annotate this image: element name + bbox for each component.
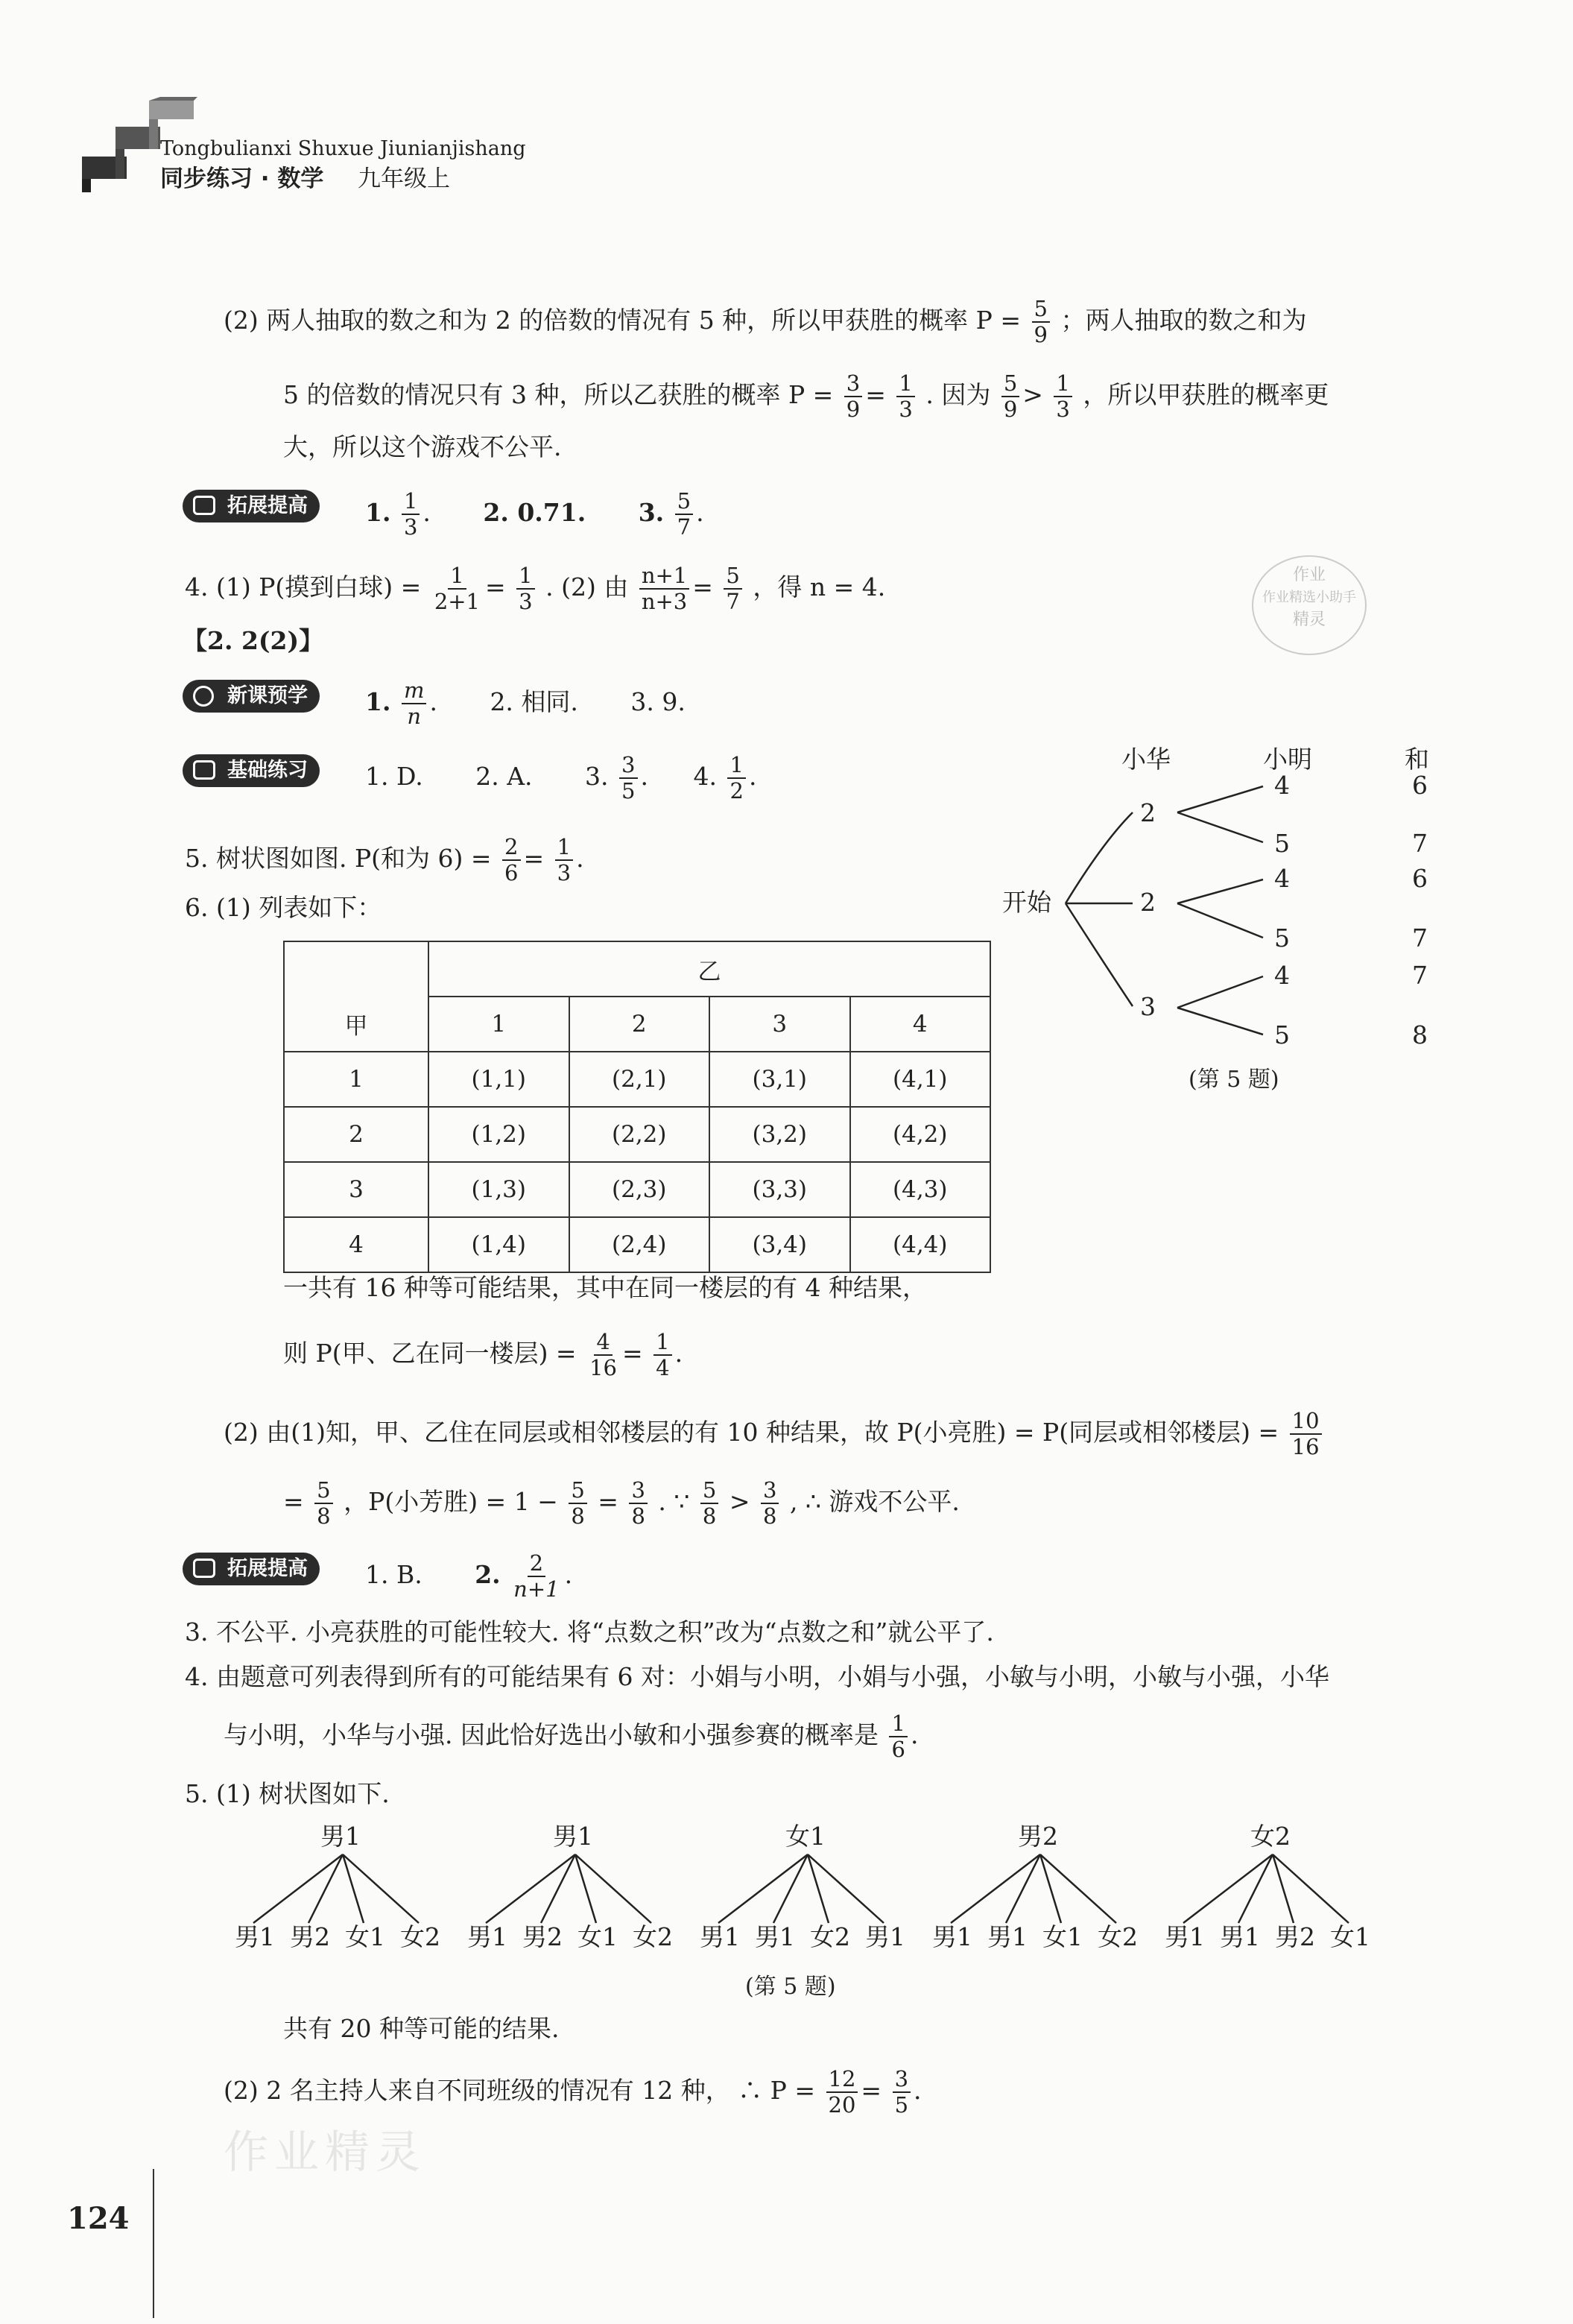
table-corner: 甲 — [284, 997, 428, 1052]
table-col-header: 3 — [709, 997, 850, 1052]
page-divider — [153, 2169, 154, 2318]
q6-line: 6. (1) 列表如下： — [185, 893, 382, 922]
tree-root: 女1 — [785, 1822, 826, 1851]
section-label: 【2. 2(2)】 — [183, 626, 324, 655]
tree-sum: 7 — [1412, 829, 1428, 858]
tree-leaf: 女1 — [577, 1922, 618, 1951]
tree-leaf: 女2 — [810, 1922, 850, 1951]
tree-branch — [1183, 1854, 1273, 1923]
preview-answers: 1. $\frac{m}{n}$ . 2. 相同. 3. 9. — [365, 678, 686, 729]
tree-node: 5 — [1274, 829, 1290, 858]
tree-root: 男1 — [553, 1822, 593, 1851]
result-table — [283, 941, 991, 1273]
tree-branch — [1238, 1854, 1273, 1923]
q5-line: 5. 树状图如图. P(和为 6) = $\frac{2}{6}$ = $\frac{1}{3}$ . — [185, 834, 584, 885]
book-icon — [193, 1559, 215, 1578]
watermark-stamp: 作业 作业精选小助手 精灵 — [1252, 555, 1367, 655]
tree-branch — [486, 1854, 575, 1923]
q6b-line2: 则 P(甲、乙在同一楼层) = $\frac{4}{16}$ = $\frac{1}{4}$ . — [283, 1329, 683, 1380]
tree-header: 小明 — [1263, 745, 1312, 774]
tree-branch — [541, 1854, 575, 1923]
tree-root: 男2 — [1018, 1822, 1058, 1851]
basic-answers: 1. D. 2. A. 3. $\frac{3}{5}$ . 4. $\frac{1}{2}$ . — [365, 752, 757, 803]
section1-answers: 1. $\frac{1}{3}$ . 2. 0.71. 3. $\frac{5}{7}$ . — [365, 488, 704, 540]
tree-branch — [718, 1854, 808, 1923]
fraction: $\frac{5}{9}$ — [1032, 298, 1050, 346]
tree-node: 2 — [1140, 798, 1156, 827]
table-header-top: 乙 — [428, 941, 990, 997]
tree-sum: 7 — [1412, 961, 1428, 990]
q3-line: 3. 不公平. 小亮获胜的可能性较大. 将“点数之积”改为“点数之和”就公平了. — [185, 1617, 994, 1646]
tree-leaf: 男1 — [700, 1922, 740, 1951]
tree-diagram-5b — [224, 1811, 1446, 2005]
section2-answers: 1. B. 2. $\frac{2}{n+1}$ . — [365, 1550, 573, 1602]
tree-node: 4 — [1274, 961, 1290, 990]
tree-leaf: 男2 — [1275, 1922, 1315, 1951]
tree-leaf: 男1 — [1220, 1922, 1260, 1951]
book-icon — [193, 496, 215, 515]
table-row: 1 (1,1) (2,1) (3,1) (4,1) — [284, 1052, 990, 1107]
tree-leaf: 女1 — [345, 1922, 385, 1951]
tree-leaf: 女2 — [633, 1922, 673, 1951]
tree-sum: 8 — [1412, 1020, 1428, 1049]
q4a-line: 4. (1) P(摸到白球) = $\frac{1}{2+1}$ = $\frac{1}{3}$ . (2) 由 $\frac{n+1}{n+3}$ = $\frac{5}{7}$ ，得 n = 4. — [185, 563, 886, 614]
tree-leaf: 男1 — [1165, 1922, 1205, 1951]
p1-line1: (2) 两人抽取的数之和为 2 的倍数的情况有 5 种，所以甲获胜的概率 P = $\frac{5}{9}$ ；两人抽取的数之和为 — [224, 296, 1307, 347]
table-col-header: 1 — [428, 997, 569, 1052]
tree-node: 4 — [1274, 771, 1290, 800]
q5b-line: 5. (1) 树状图如下. — [185, 1779, 390, 1808]
table-col-header: 4 — [850, 997, 991, 1052]
tree-sum: 6 — [1412, 771, 1428, 800]
tree-node: 4 — [1274, 864, 1290, 893]
tree-branch — [773, 1854, 808, 1923]
tree-leaf: 女1 — [1330, 1922, 1370, 1951]
tree-branch — [253, 1854, 343, 1923]
tree-leaf: 女2 — [400, 1922, 440, 1951]
q5d-line: (2) 2 名主持人来自不同班级的情况有 12 种， ∴ P = $\frac{12}{20}$ = $\frac{3}{5}$ . — [224, 2066, 922, 2118]
header-grade: 九年级上 — [358, 165, 450, 192]
table-row: 3 (1,3) (2,3) (3,3) (4,3) — [284, 1162, 990, 1217]
tree-header: 和 — [1405, 745, 1429, 774]
tree-leaf: 男1 — [865, 1922, 905, 1951]
tree-sum: 7 — [1412, 923, 1428, 953]
watermark-text: 作业精灵 — [224, 2126, 426, 2179]
table-row: 4 (1,4) (2,4) (3,4) (4,4) — [284, 1217, 990, 1272]
tree-branch — [951, 1854, 1040, 1923]
tree-leaf: 男1 — [467, 1922, 507, 1951]
tree-caption: (第 5 题) — [745, 1974, 836, 2000]
book-icon — [193, 760, 215, 780]
tree-leaf: 男1 — [932, 1922, 972, 1951]
p1-line2: 5 的倍数的情况只有 3 种，所以乙获胜的概率 P = $\frac{3}{9}$ = $\frac{1}{3}$ . 因为 $\frac{5}{9}$ > $\frac{1}{3}$ ，所以甲获胜的概率更 — [283, 370, 1329, 422]
table-corner-top — [284, 941, 428, 997]
tree-node: 5 — [1274, 1020, 1290, 1049]
section-badge-extension: 拓展提高 — [183, 490, 320, 522]
p1-line3: 大，所以这个游戏不公平. — [283, 432, 562, 461]
header-pinyin: Tongbulianxi Shuxue Jiunianjishang — [160, 137, 526, 160]
tree-diagram-5 — [984, 738, 1460, 1111]
section-badge-basic: 基础练习 — [183, 754, 320, 787]
tree-node: 3 — [1140, 992, 1156, 1021]
q4b-line1: 4. 由题意可列表得到所有的可能结果有 6 对：小娟与小明，小娟与小强，小敏与小明，小敏与小强，小华 — [185, 1662, 1329, 1691]
tree-leaf: 男1 — [235, 1922, 275, 1951]
section-badge-preview: 新课预学 — [183, 680, 320, 713]
q5c-line: 共有 20 种等可能的结果. — [283, 2014, 560, 2043]
clock-icon — [193, 686, 214, 707]
q6c-line2: = $\frac{5}{8}$ ，P(小芳胜) = 1 − $\frac{5}{8}$ = $\frac{3}{8}$ . ∵ $\frac{5}{8}$ > $\frac{3}{8}$ , ∴ 游戏不公平. — [283, 1477, 960, 1529]
tree-leaf: 女2 — [1098, 1922, 1138, 1951]
tree-sum: 6 — [1412, 864, 1428, 893]
tree-branch — [308, 1854, 343, 1923]
tree-node: 2 — [1140, 888, 1156, 917]
tree-leaf: 男1 — [755, 1922, 795, 1951]
tree-root: 女2 — [1250, 1822, 1291, 1851]
tree-header: 小华 — [1121, 745, 1171, 774]
tree-leaf: 男2 — [522, 1922, 563, 1951]
table-row: 2 (1,2) (2,2) (3,2) (4,2) — [284, 1107, 990, 1162]
tree-root: 男1 — [320, 1822, 361, 1851]
q6b-line1: 一共有 16 种等可能结果，其中在同一楼层的有 4 种结果， — [283, 1273, 927, 1302]
tree-node: 5 — [1274, 923, 1290, 953]
tree-leaf: 男2 — [290, 1922, 330, 1951]
table-col-header: 2 — [569, 997, 710, 1052]
section-badge-extension-2: 拓展提高 — [183, 1553, 320, 1585]
q6c-line1: (2) 由(1)知，甲、乙住在同层或相邻楼层的有 10 种结果，故 P(小亮胜) = P(同层或相邻楼层) = $\frac{10}{16}$ — [224, 1410, 1325, 1458]
page-number: 124 — [67, 2201, 130, 2236]
tree-caption: (第 5 题) — [1189, 1067, 1279, 1093]
q4b-line2: 与小明，小华与小强. 因此恰好选出小敏和小强参赛的概率是 $\frac{1}{6}$ . — [224, 1711, 919, 1762]
tree-leaf: 女1 — [1042, 1922, 1083, 1951]
tree-leaf: 男1 — [987, 1922, 1028, 1951]
tree-branch — [1006, 1854, 1040, 1923]
header-title: 同步练习 · 数学 — [160, 165, 324, 192]
tree-start: 开始 — [1002, 888, 1051, 917]
